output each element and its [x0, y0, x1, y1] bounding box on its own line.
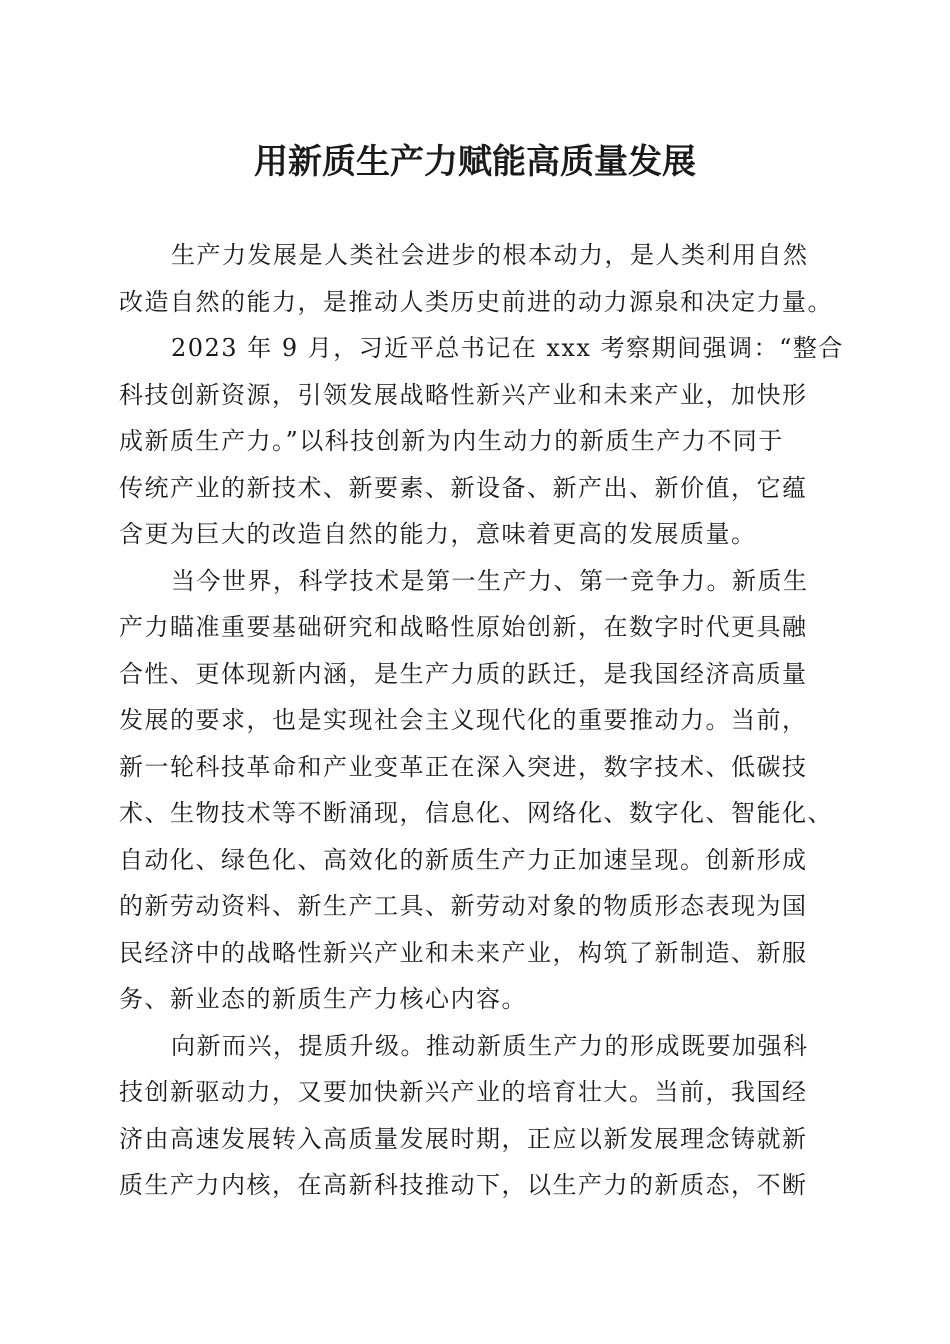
paragraph-line: 务、新业态的新质生产力核心内容。 — [119, 985, 527, 1013]
document-body — [119, 232, 844, 1209]
paragraph-line: 合性、更体现新内涵，是生产力质的跃迁，是我国经济高质量 — [119, 659, 808, 688]
paragraph-line: 产力瞄准重要基础研究和战略性原始创新，在数字时代更具融 — [119, 613, 808, 641]
paragraph-line: 术、生物技术等不断涌现，信息化、网络化、数字化、智能化、 — [119, 799, 833, 827]
paragraph-line: 含更为巨大的改造自然的能力，意味着更高的发展质量。 — [119, 520, 757, 548]
paragraph-line: 济由高速发展转入高质量发展时期，正应以新发展理念铸就新 — [119, 1124, 808, 1153]
paragraph-line: 生产力发展是人类社会进步的根本动力，是人类利用自然 — [171, 241, 809, 269]
paragraph-line: 民经济中的战略性新兴产业和未来产业，构筑了新制造、新服 — [119, 938, 808, 967]
paragraph-line: 2023 年 9 月，习近平总书记在 xxx 考察期间强调：“整合 — [171, 334, 844, 362]
paragraph-line: 向新而兴，提质升级。推动新质生产力的形成既要加强科 — [171, 1031, 809, 1060]
paragraph-line: 传统产业的新技术、新要素、新设备、新产出、新价值，它蕴 — [119, 473, 808, 502]
paragraph-line: 科技创新资源，引领发展战略性新兴产业和未来产业，加快形 — [119, 380, 808, 409]
paragraph-line: 当今世界，科学技术是第一生产力、第一竞争力。新质生 — [171, 566, 809, 595]
paragraph-line: 的新劳动资料、新生产工具、新劳动对象的物质形态表现为国 — [119, 892, 808, 920]
paragraph-line: 新一轮科技革命和产业变革正在深入突进，数字技术、低碳技 — [119, 752, 808, 781]
paragraph-line: 技创新驱动力，又要加快新兴产业的培育壮大。当前，我国经 — [119, 1078, 808, 1106]
paragraph-line: 改造自然的能力，是推动人类历史前进的动力源泉和决定力量。 — [119, 287, 833, 316]
paragraph-line: 自动化、绿色化、高效化的新质生产力正加速呈现。创新形成 — [119, 845, 808, 874]
paragraph-line: 发展的要求，也是实现社会主义现代化的重要推动力。当前， — [119, 706, 808, 734]
paragraph-line: 质生产力内核，在高新科技推动下，以生产力的新质态，不断 — [119, 1171, 808, 1199]
document-title: 用新质生产力赋能高质量发展 — [254, 142, 696, 182]
paragraph-line: 成新质生产力。”以科技创新为内生动力的新质生产力不同于 — [119, 427, 784, 455]
